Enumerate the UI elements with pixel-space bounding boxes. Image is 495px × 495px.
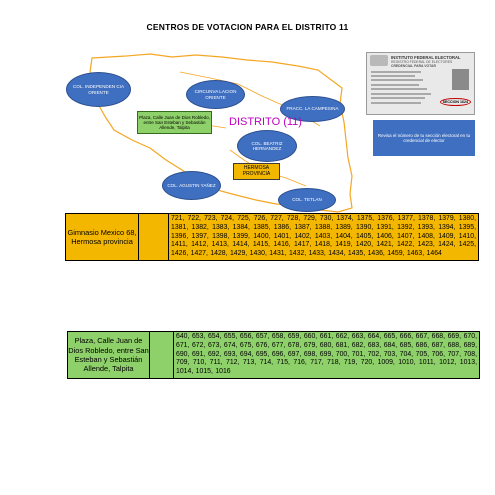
spacer-cell	[150, 332, 174, 379]
polling-place-name: Gimnasio Mexico 68, Hermosa provincia	[66, 214, 139, 261]
section-numbers: 721, 722, 723, 724, 725, 726, 727, 728, 729, 730, 1374, 1375, 1376, 1377, 1378, 1379, 1380, 1381, 1382, 1383, 1384, 1385, 1386, 1387, 1388, 1389, 1390, 1391, 1392, 1393, 1394, 1395, 1396, 1397, 1398, 1399, 1400, 1401, 1402, 1403, 1404, 1405, 1406, 1407, 1408, 1409, 1410, 1411, 1412, 1413, 1414, 1415, 1416, 1417, 1418, 1419, 1420, 1421, 1422, 1423, 1424, 1425, 1426, 1427, 1428, 1429, 1430, 1431, 1432, 1433, 1434, 1435, 1436, 1459, 1463, 1464	[169, 214, 479, 261]
colonia-tetlan-label: COL. TETLAN	[278, 188, 336, 212]
card-text-line	[371, 79, 423, 81]
colonia-campesina-label: FRACC. LA CAMPESINA	[280, 96, 345, 122]
card-header-2: REGISTRO FEDERAL DE ELECTORES	[391, 60, 453, 64]
plaza-location-box: Plaza, Calle Juan de Dios Robledo, entre San Esteban y Sebastián Allende, Talpita	[137, 111, 212, 134]
card-text-line	[371, 93, 431, 95]
polling-table-gimnasio	[65, 213, 479, 261]
spacer-cell	[139, 214, 169, 261]
colonia-independencia-label: COL. INDEPENDEN CIA ORIENTE	[66, 72, 131, 107]
card-text-line	[371, 102, 421, 104]
card-text-line	[371, 88, 427, 90]
hermosa-provincia-box: HERMOSA PROVINCIA	[233, 163, 280, 180]
card-header-3: CREDENCIAL PARA VOTAR	[391, 64, 436, 68]
page-title: CENTROS DE VOTACION PARA EL DISTRITO 11	[146, 22, 349, 32]
polling-place-name: Plaza, Calle Juan de Dios Robledo, entre San Esteban y Sebastián Allende, Talpita	[68, 332, 150, 379]
colonia-agustin-label: COL. AGUSTIN YAÑEZ	[162, 171, 221, 200]
ife-logo-icon	[370, 55, 388, 66]
card-seccion: SECCION 1624	[440, 98, 471, 106]
district-label: DISTRITO (11)	[229, 116, 302, 128]
polling-table-plaza	[67, 331, 480, 379]
info-box: Revisa el número de tu sección electoral en tu credencial de elector	[373, 120, 475, 156]
colonia-lagunilla-label: CIRCUNVA LACION ORIENTE	[186, 80, 245, 109]
card-text-line	[371, 97, 425, 99]
colonia-beatriz-label: COL. BEATRIZ HERNANDEZ	[237, 130, 297, 162]
card-text-line	[371, 75, 415, 77]
voter-credential-card	[366, 52, 475, 115]
card-header-1: INSTITUTO FEDERAL ELECTORAL	[391, 55, 461, 60]
section-numbers: 640, 653, 654, 655, 656, 657, 658, 659, 660, 661, 662, 663, 664, 665, 666, 667, 668, 669, 670, 671, 672, 673, 674, 675, 676, 677, 678, 679, 680, 681, 682, 683, 684, 685, 686, 687, 688, 689, 690, 691, 692, 693, 694, 695, 696, 697, 698, 699, 700, 701, 702, 703, 704, 705, 706, 707, 708, 709, 710, 711, 712, 713, 714, 715, 716, 717, 718, 719, 720, 1009, 1010, 1011, 1012, 1013, 1014, 1015, 1016	[174, 332, 480, 379]
card-text-line	[371, 84, 419, 86]
card-photo	[452, 69, 469, 90]
card-text-line	[371, 71, 421, 73]
